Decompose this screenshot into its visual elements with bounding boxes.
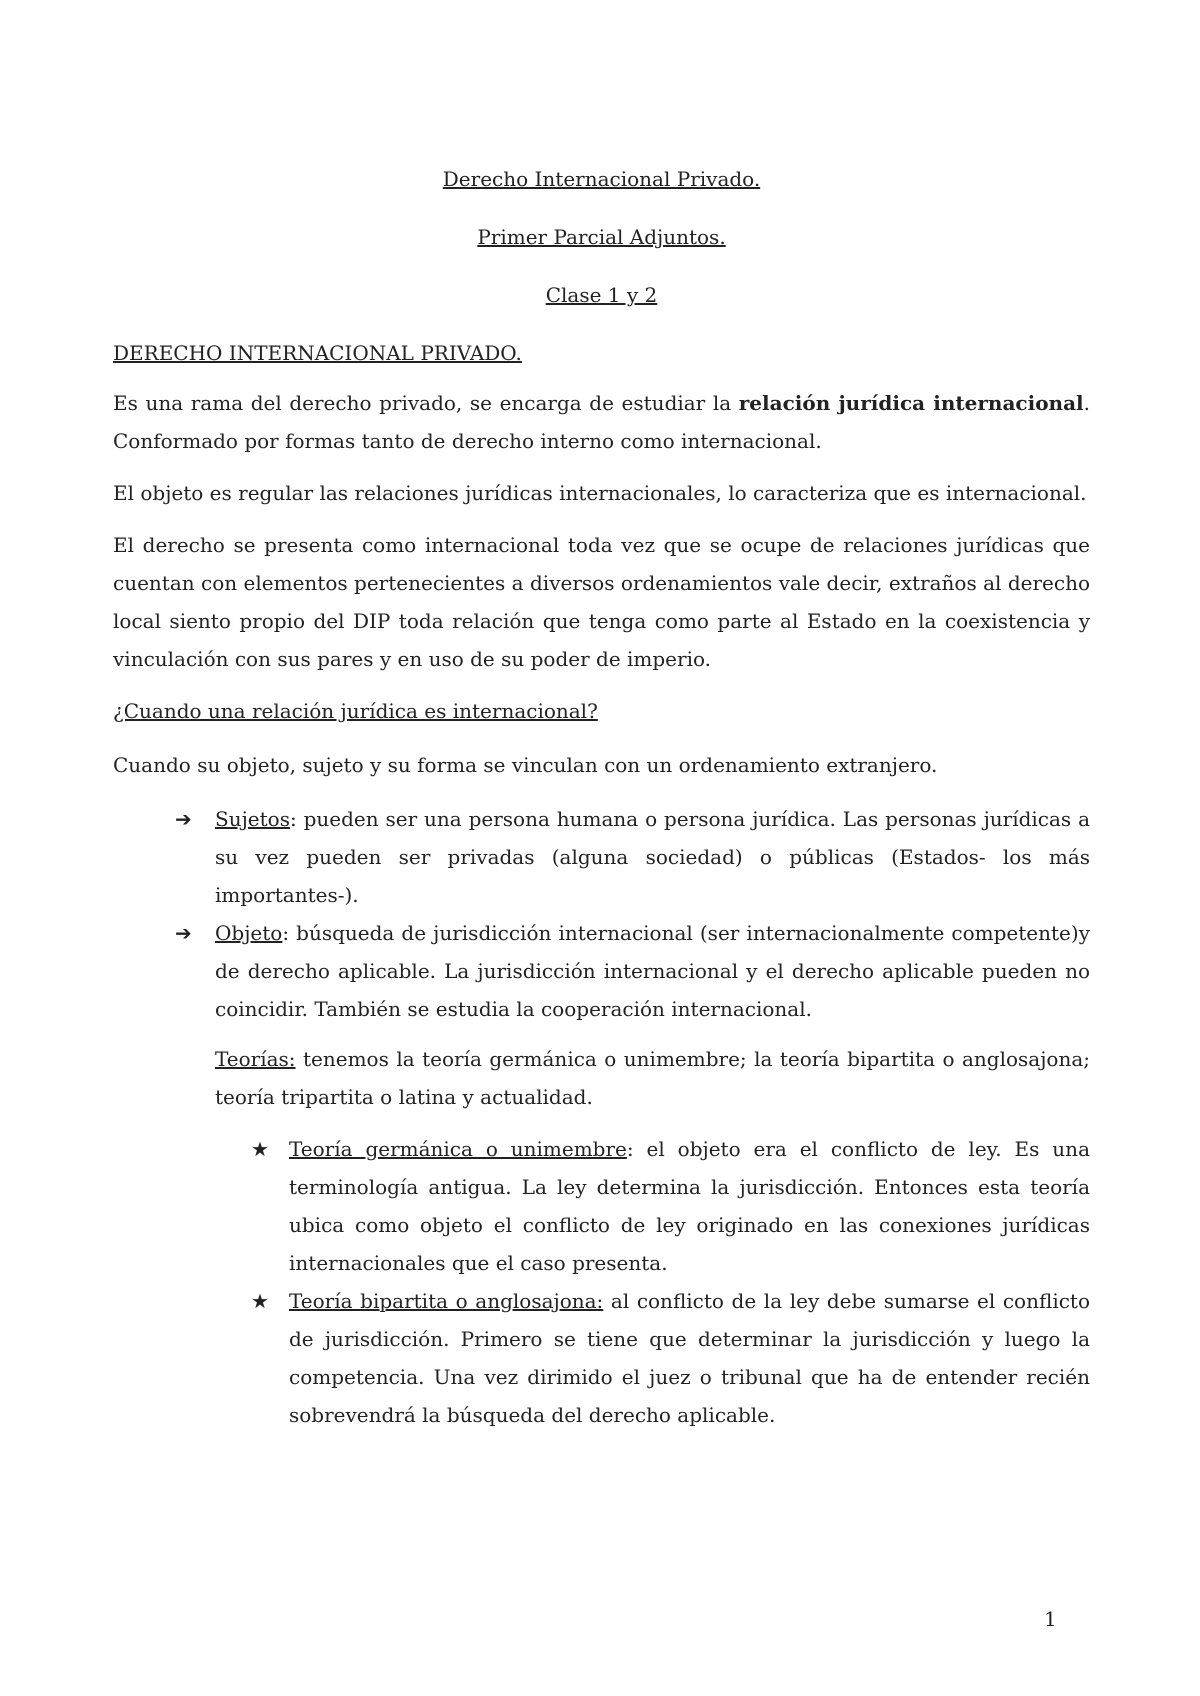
definition-text: Es una rama del derecho privado, se encarga de estudiar la bbox=[113, 391, 739, 415]
document-title: Derecho Internacional Privado. bbox=[442, 167, 761, 191]
list-item bbox=[113, 1282, 1090, 1434]
bullet-label: Sujetos bbox=[215, 807, 290, 831]
paragraph-object: El objeto es regular las relaciones jurídicas internacionales, lo caracteriza que es internacional. bbox=[113, 481, 1087, 505]
question-heading: ¿Cuando una relación jurídica es internacional? bbox=[113, 699, 598, 723]
elements-list bbox=[113, 800, 1090, 1028]
class-title: Clase 1 y 2 bbox=[545, 283, 658, 307]
section-heading: DERECHO INTERNACIONAL PRIVADO. bbox=[113, 341, 522, 365]
theories-label: Teorías: bbox=[215, 1047, 296, 1071]
arrow-right-icon: ➔ bbox=[175, 807, 192, 831]
theory-text: al conflicto de la ley debe sumarse el conflicto de jurisdicción. Primero se tiene que determinar la jurisdicción y luego la competencia. Una vez dirimido el juez o tribunal que ha de entender recién sobrevendrá la búsqueda del derecho aplicable. bbox=[289, 1289, 1090, 1427]
paragraph-internationality: El derecho se presenta como internacional toda vez que se ocupe de relaciones jurídicas que cuentan con elementos pertenecientes a diversos ordenamientos vale decir, extraños al derecho local siento propio del DIP toda relación que tenga como parte al Estado en la coexistencia y vinculación con sus pares y en uso de su poder de imperio. bbox=[113, 533, 1090, 671]
definition-bold-term: relación jurídica internacional bbox=[738, 391, 1084, 415]
answer-paragraph: Cuando su objeto, sujeto y su forma se vinculan con un ordenamiento extranjero. bbox=[113, 753, 938, 777]
star-icon: ★ bbox=[251, 1289, 269, 1313]
bullet-text: : pueden ser una persona humana o persona jurídica. Las personas jurídicas a su vez pueden ser privadas (alguna sociedad) o públicas (Estados- los más importantes-). bbox=[215, 807, 1090, 907]
page-number: 1 bbox=[1044, 1607, 1057, 1631]
theories-paragraph bbox=[113, 1040, 1090, 1116]
arrow-right-icon: ➔ bbox=[175, 921, 192, 945]
bullet-label: Objeto bbox=[215, 921, 283, 945]
theory-label: Teoría bipartita o anglosajona: bbox=[289, 1289, 604, 1313]
list-item bbox=[113, 800, 1090, 914]
theory-text: : el objeto era el conflicto de ley. Es una terminología antigua. La ley determina la jurisdicción. Entonces esta teoría ubica como objeto el conflicto de ley originado en las conexiones jurídicas internacionales que el caso presenta. bbox=[289, 1137, 1090, 1275]
definition-text-end: . Conformado por formas tanto de derecho interno como internacional. bbox=[113, 391, 1090, 453]
star-icon: ★ bbox=[251, 1137, 269, 1161]
paragraph-definition bbox=[113, 384, 1090, 460]
list-item bbox=[113, 914, 1090, 1028]
bullet-text: : búsqueda de jurisdicción internacional (ser internacionalmente competente)y de derecho aplicable. La jurisdicción internacional y el derecho aplicable pueden no coincidir. También se estudia la cooperación internacional. bbox=[215, 921, 1090, 1021]
theories-list bbox=[113, 1130, 1090, 1434]
list-item bbox=[113, 1130, 1090, 1282]
theories-text: tenemos la teoría germánica o unimembre; la teoría bipartita o anglosajona; teoría tripartita o latina y actualidad. bbox=[215, 1047, 1090, 1109]
document-subtitle: Primer Parcial Adjuntos. bbox=[477, 225, 726, 249]
theory-label: Teoría germánica o unimembre bbox=[289, 1137, 627, 1161]
document-page bbox=[113, 160, 1090, 1434]
